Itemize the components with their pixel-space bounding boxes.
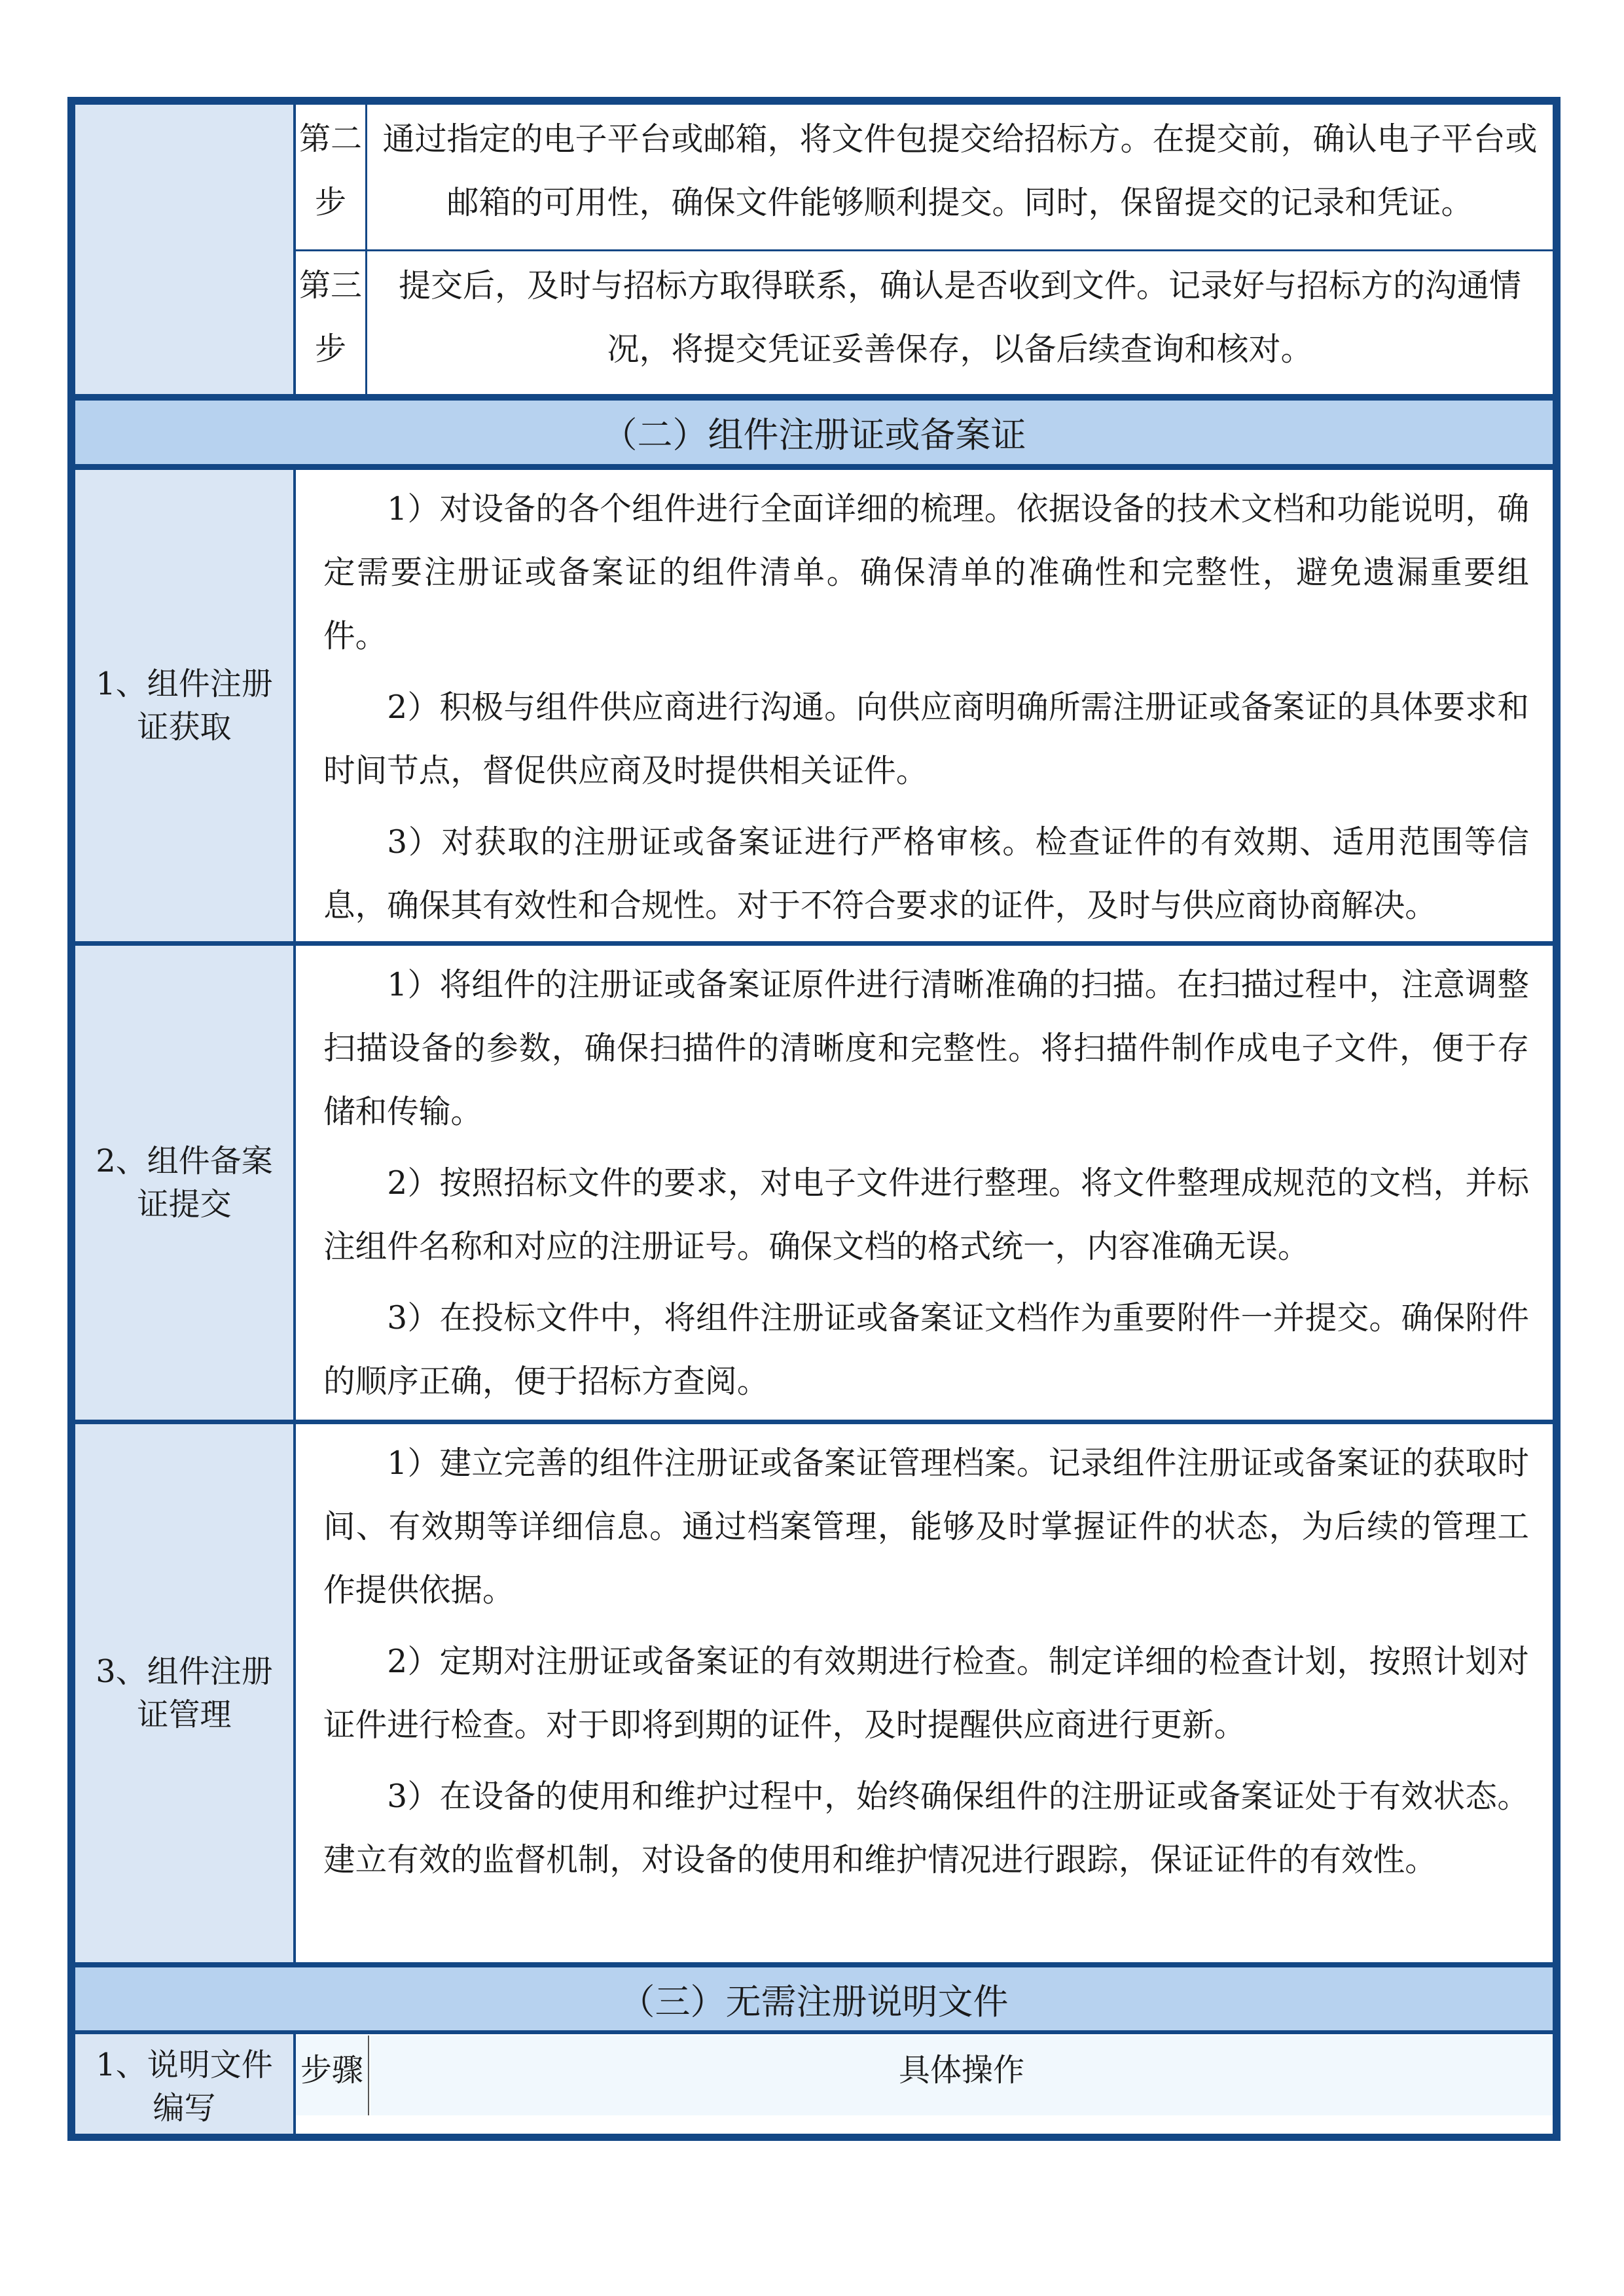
paragraph: 3）对获取的注册证或备案证进行严格审核。检查证件的有效期、适用范围等信息，确保其有效性和合规性。对于不符合要求的证件，及时与供应商协商解决。	[323, 824, 1529, 924]
row-label	[75, 470, 293, 941]
row-label-text: 2、组件备案证提交	[96, 1143, 273, 1223]
row-content	[296, 470, 1553, 941]
row-label-text: 1、说明文件编写	[96, 2047, 273, 2126]
row-content	[296, 946, 1553, 1420]
row-label	[75, 1424, 293, 1962]
row-label	[75, 946, 293, 1420]
paragraph: 2）定期对注册证或备案证的有效期进行检查。制定详细的检查计划，按照计划对证件进行检查。对于即将到期的证件，及时提醒供应商进行更新。	[323, 1643, 1529, 1744]
step-cell: 第三步	[296, 251, 365, 394]
section-header	[75, 401, 1553, 464]
row-label-text: 1、组件注册证获取	[96, 666, 273, 745]
table-header-operation: 具体操作	[370, 2036, 1553, 2115]
paragraph: 2）积极与组件供应商进行沟通。向供应商明确所需注册证或备案证的具体要求和时间节点，督促供应商及时提供相关证件。	[323, 689, 1529, 789]
paragraph: 2）按照招标文件的要求，对电子文件进行整理。将文件整理成规范的文档，并标注组件名称和对应的注册证号。确保文档的格式统一，内容准确无误。	[323, 1165, 1529, 1265]
paragraph: 1）将组件的注册证或备案证原件进行清晰准确的扫描。在扫描过程中，注意调整扫描设备的参数，确保扫描件的清晰度和完整性。将扫描件制作成电子文件，便于存储和传输。	[323, 967, 1529, 1130]
continued-label-cell	[75, 105, 293, 394]
paragraph: 3）在设备的使用和维护过程中，始终确保组件的注册证或备案证处于有效状态。建立有效的监督机制，对设备的使用和维护情况进行跟踪，保证证件的有效性。	[323, 1778, 1529, 1878]
step-text: 通过指定的电子平台或邮箱，将文件包提交给招标方。在提交前，确认电子平台或邮箱的可用性，确保文件能够顺利提交。同时，保留提交的记录和凭证。	[367, 105, 1553, 249]
step-cell: 第二步	[296, 105, 365, 249]
row-content	[296, 1424, 1553, 1962]
section-header	[75, 1967, 1553, 2030]
paragraph: 3）在投标文件中，将组件注册证或备案证文档作为重要附件一并提交。确保附件的顺序正确，便于招标方查阅。	[323, 1300, 1529, 1400]
table-header-step: 步骤	[296, 2036, 369, 2115]
paragraph: 1）建立完善的组件注册证或备案证管理档案。记录组件注册证或备案证的获取时间、有效期等详细信息。通过档案管理，能够及时掌握证件的状态，为后续的管理工作提供依据。	[323, 1445, 1529, 1609]
row-label	[75, 2034, 293, 2134]
paragraph: 1）对设备的各个组件进行全面详细的梳理。依据设备的技术文档和功能说明，确定需要注册证或备案证的组件清单。确保清单的准确性和完整性，避免遗漏重要组件。	[323, 491, 1529, 655]
section-title: （三）无需注册说明文件	[619, 1981, 1009, 2022]
row-label-text: 3、组件注册证管理	[96, 1653, 273, 1733]
section-title: （二）组件注册证或备案证	[602, 414, 1026, 456]
step-text: 提交后，及时与招标方取得联系，确认是否收到文件。记录好与招标方的沟通情况，将提交凭证妥善保存，以备后续查询和核对。	[367, 251, 1553, 394]
